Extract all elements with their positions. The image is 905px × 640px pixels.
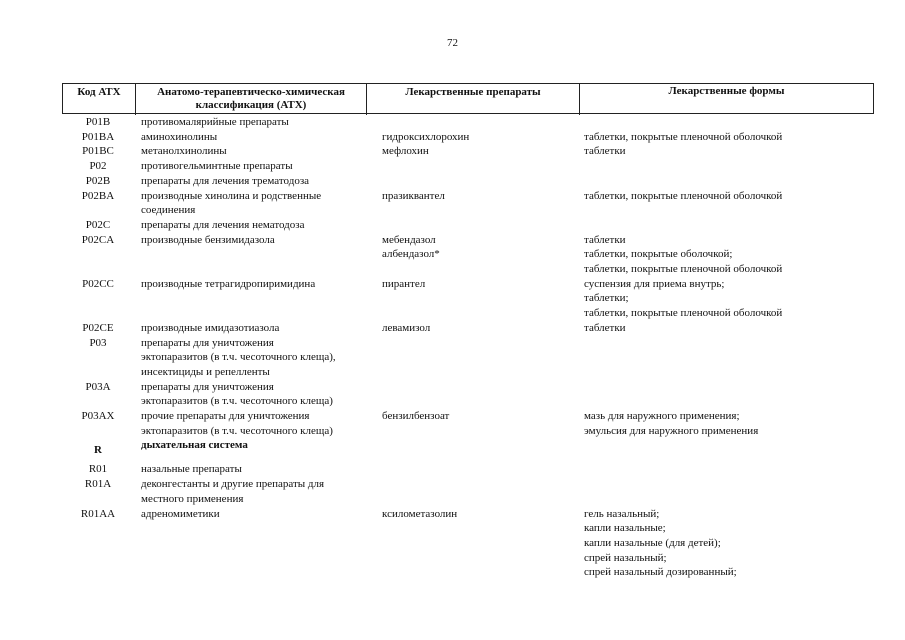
dosage-form: эмульсия для наружного применения: [584, 424, 759, 437]
atc-code: P02B: [85, 174, 111, 187]
dosage-form-cell: [579, 477, 874, 506]
table-row: [62, 115, 874, 130]
atc-classification: препараты для уничтожения: [141, 380, 274, 393]
atc-classification: препараты для лечения нематодоза: [141, 218, 305, 231]
atc-classification-cell: [134, 174, 374, 189]
atc-code: P02: [89, 160, 107, 173]
atc-classification: аминохинолины: [141, 130, 218, 143]
drug-name-cell: [374, 233, 579, 277]
atc-classification-cell: [134, 321, 374, 336]
atc-code: P02BA: [81, 189, 115, 202]
atc-classification: препараты для лечения трематодоза: [141, 174, 310, 187]
header-drugs: Лекарственные препараты: [367, 84, 580, 115]
drug-name: левамизол: [382, 321, 431, 334]
table-row: [62, 159, 874, 174]
atc-classification: производные хинолина и родственные: [141, 189, 322, 202]
atc-classification: местного применения: [141, 492, 244, 505]
atc-code: P01B: [85, 116, 111, 128]
dosage-form: таблетки: [584, 233, 626, 246]
atc-classification: производные тетрагидропиримидина: [141, 277, 316, 290]
atc-classification-cell: [134, 462, 374, 477]
table-row: [62, 321, 874, 336]
drug-name-cell: [374, 115, 579, 130]
atc-classification: деконгестанты и другие препараты для: [141, 478, 325, 491]
drug-name-cell: [374, 438, 579, 462]
dosage-form-cell: [579, 321, 874, 336]
dosage-form: таблетки, покрытые пленочной оболочкой: [584, 307, 783, 320]
dosage-form-cell: [579, 130, 874, 145]
table-row: [62, 189, 874, 218]
table-row: [62, 277, 874, 321]
drug-name-cell: [374, 144, 579, 159]
table-body: [62, 115, 874, 580]
table-header: [62, 83, 874, 114]
header-classification: Анатомо-терапевтическо-химическая классификация (АТХ): [136, 84, 367, 115]
atc-classification-cell: [134, 336, 374, 380]
table-row: [62, 438, 874, 462]
atc-classification: производные бензимидазола: [141, 233, 275, 246]
atc-classification: инсектициды и репелленты: [141, 365, 270, 378]
atc-classification-cell: [134, 477, 374, 506]
drug-name: мебендазол: [382, 233, 436, 246]
dosage-form-cell: [579, 189, 874, 218]
table-row: [62, 233, 874, 277]
atc-classification-cell: [134, 130, 374, 145]
header-forms: Лекарственные формы: [668, 85, 785, 97]
atc-classification: эктопаразитов (в т.ч. чесоточного клеща),: [141, 351, 336, 364]
dosage-form-cell: [579, 144, 874, 159]
atc-code: P02C: [85, 218, 111, 231]
drug-name: празиквантел: [382, 189, 445, 202]
table-row: [62, 174, 874, 189]
drug-name-cell: [374, 130, 579, 145]
drug-name-cell: [374, 477, 579, 506]
dosage-form-cell: [579, 218, 874, 233]
atc-classification-cell: [134, 218, 374, 233]
dosage-form: спрей назальный;: [584, 551, 667, 564]
atc-code: R: [94, 444, 102, 457]
table-row: [62, 218, 874, 233]
atc-classification-cell: [134, 233, 374, 277]
dosage-form: капли назальные (для детей);: [584, 536, 721, 549]
dosage-form: капли назальные;: [584, 522, 666, 535]
atc-classification-cell: [134, 277, 374, 321]
drug-name-cell: [374, 507, 579, 581]
dosage-form: таблетки, покрытые пленочной оболочкой: [584, 189, 783, 202]
drug-name-cell: [374, 189, 579, 218]
table-row: [62, 144, 874, 159]
table-row: [62, 409, 874, 438]
table-row: [62, 380, 874, 409]
table-row: [62, 477, 874, 506]
atc-classification-cell: [134, 115, 374, 130]
header-code: Код АТХ: [63, 84, 136, 115]
dosage-form: гель назальный;: [584, 507, 660, 520]
drug-name-cell: [374, 409, 579, 438]
dosage-form-cell: [579, 409, 874, 438]
dosage-form: таблетки, покрытые оболочкой;: [584, 248, 733, 261]
drug-name-cell: [374, 159, 579, 174]
dosage-form: спрей назальный дозированный;: [584, 566, 737, 579]
drug-name-cell: [374, 462, 579, 477]
atc-code: P01BA: [81, 130, 115, 143]
drug-name-cell: [374, 218, 579, 233]
drug-name-cell: [374, 174, 579, 189]
atc-code: P02CE: [82, 321, 114, 334]
atc-classification-cell: [134, 438, 374, 462]
table-row: [62, 462, 874, 477]
drug-name: пирантел: [382, 277, 426, 290]
atc-code: P03: [89, 336, 107, 349]
dosage-form-cell: [579, 233, 874, 277]
atc-classification-cell: [134, 144, 374, 159]
drug-name-cell: [374, 321, 579, 336]
atc-classification-cell: [134, 507, 374, 581]
drug-name-cell: [374, 277, 579, 321]
atc-classification: прочие препараты для уничтожения: [141, 410, 310, 423]
atc-classification: адреномиметики: [141, 507, 220, 520]
dosage-form-cell: [579, 115, 874, 130]
atc-classification: эктопаразитов (в т.ч. чесоточного клеща): [141, 395, 333, 408]
drug-name: ксилометазолин: [382, 507, 458, 520]
dosage-form: таблетки: [584, 321, 626, 334]
atc-classification: эктопаразитов (в т.ч. чесоточного клеща): [141, 424, 333, 437]
atc-classification: соединения: [141, 204, 196, 217]
dosage-form: таблетки;: [584, 292, 629, 305]
dosage-form-cell: [579, 174, 874, 189]
atc-code: R01AA: [80, 507, 116, 520]
page-number: 72: [447, 37, 458, 49]
dosage-form: таблетки, покрытые пленочной оболочкой: [584, 263, 783, 276]
atc-classification: метанолхинолины: [141, 145, 227, 158]
dosage-form: мазь для наружного применения;: [584, 410, 740, 423]
dosage-form-cell: [579, 277, 874, 321]
dosage-form-cell: [579, 438, 874, 462]
dosage-form: таблетки, покрытые пленочной оболочкой: [584, 130, 783, 143]
atc-code: P01BC: [82, 145, 114, 158]
dosage-form-cell: [579, 380, 874, 409]
atc-code: P02CC: [82, 277, 114, 290]
dosage-form-cell: [579, 507, 874, 581]
dosage-form-cell: [579, 159, 874, 174]
atc-classification: противомалярийные препараты: [141, 116, 289, 128]
drug-name: мефлохин: [382, 145, 429, 158]
dosage-form: суспензия для приема внутрь;: [584, 277, 725, 290]
atc-classification: противогельминтные препараты: [141, 160, 293, 173]
dosage-form-cell: [579, 336, 874, 380]
atc-classification-cell: [134, 409, 374, 438]
atc-classification-cell: [134, 380, 374, 409]
drug-name: албендазол*: [382, 248, 440, 261]
atc-code: R01A: [84, 478, 112, 491]
dosage-form: таблетки: [584, 145, 626, 158]
dosage-form-cell: [579, 462, 874, 477]
drug-name-cell: [374, 336, 579, 380]
table-row: [62, 130, 874, 145]
atc-code: P02CA: [81, 233, 115, 246]
table-row: [62, 507, 874, 581]
atc-classification: препараты для уничтожения: [141, 336, 274, 349]
atc-code: P03AX: [81, 410, 115, 423]
atc-classification: назальные препараты: [141, 463, 242, 476]
atc-code: R01: [88, 463, 108, 476]
drug-name-cell: [374, 380, 579, 409]
drug-name: бензилбензоат: [382, 410, 450, 423]
atc-classification-cell: [134, 189, 374, 218]
atc-classification: дыхательная система: [141, 439, 248, 452]
drug-name: гидроксихлорохин: [382, 130, 470, 143]
atc-code: P03A: [85, 380, 111, 393]
atc-classification: производные имидазотиазола: [141, 321, 280, 334]
atc-classification-cell: [134, 159, 374, 174]
table-row: [62, 336, 874, 380]
